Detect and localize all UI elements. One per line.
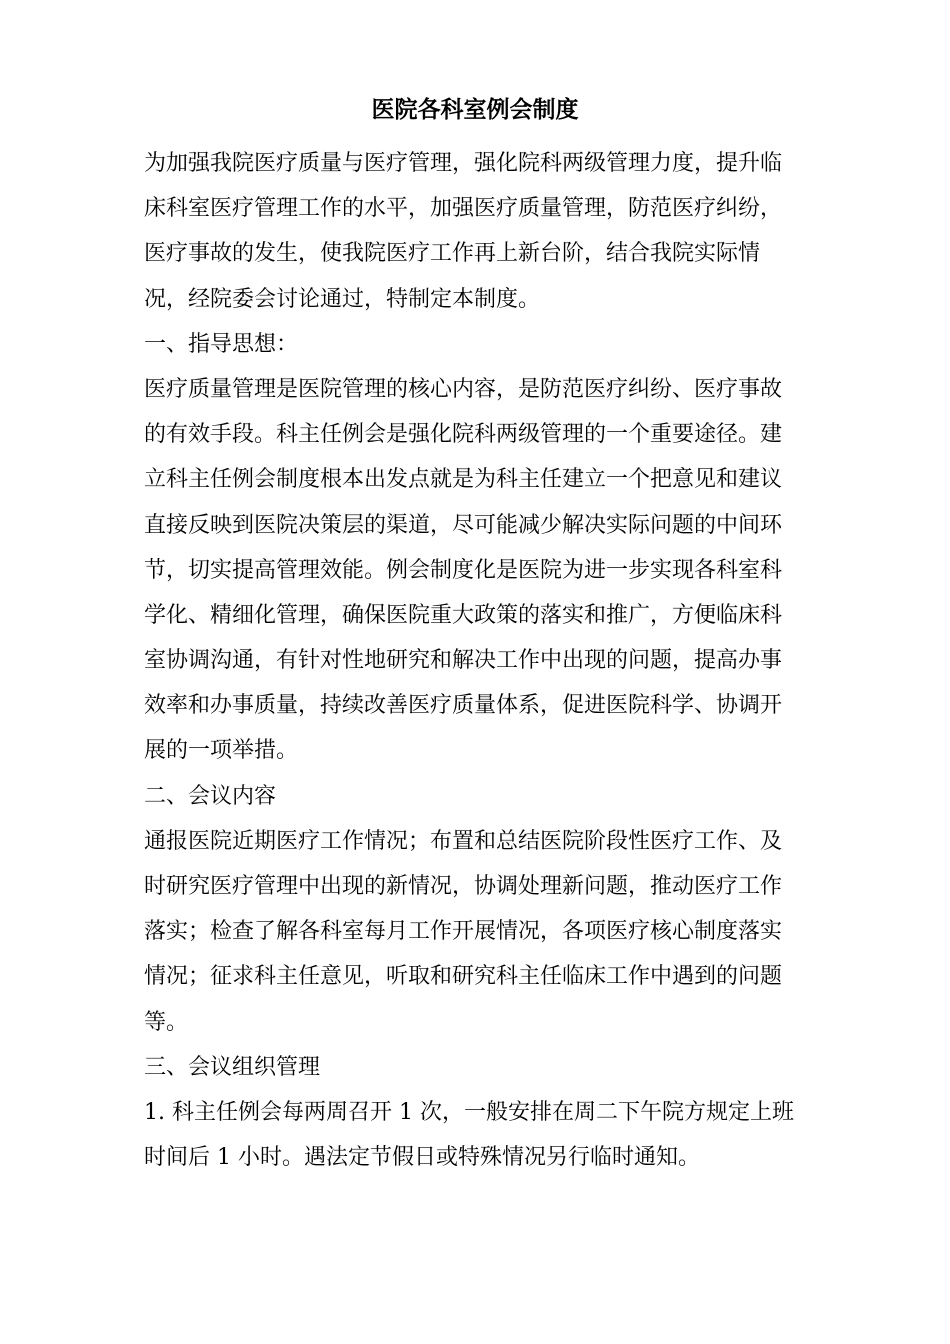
body-line: 的有效手段。科主任例会是强化院科两级管理的一个重要途径。建 — [144, 422, 783, 448]
document-title: 医院各科室例会制度 — [371, 97, 579, 123]
body-line: 床科室医疗管理工作的水平，加强医疗质量管理，防范医疗纠纷， — [144, 196, 783, 222]
body-line: 效率和办事质量，持续改善医疗质量体系，促进医院科学、协调开 — [144, 693, 783, 719]
body-line: 医疗质量管理是医院管理的核心内容，是防范医疗纠纷、医疗事故 — [144, 376, 783, 402]
section-heading-meeting-content: 二、会议内容 — [144, 783, 277, 809]
section-heading-guiding-thought: 一、指导思想： — [144, 331, 299, 357]
body-line: 时研究医疗管理中出现的新情况，协调处理新问题，推动医疗工作 — [144, 874, 783, 899]
body-line: 医疗事故的发生，使我院医疗工作再上新台阶，结合我院实际情 — [144, 241, 761, 267]
body-line: 况，经院委会讨论通过，特制定本制度。 — [144, 286, 541, 312]
body-line: 立科主任例会制度根本出发点就是为科主任建立一个把意见和建议 — [144, 467, 783, 493]
body-line: 1. 科主任例会每两周召开 1 次，一般安排在周二下午院方规定上班 — [144, 1099, 794, 1125]
body-line: 节，切实提高管理效能。例会制度化是医院为进一步实现各科室科 — [144, 557, 783, 583]
body-line: 等。 — [144, 1009, 189, 1035]
document-body — [144, 141, 804, 1180]
body-line: 学化、精细化管理，确保医院重大政策的落实和推广，方便临床科 — [144, 602, 783, 628]
body-line: 时间后 1 小时。遇法定节假日或特殊情况另行临时通知。 — [144, 1145, 700, 1171]
body-line: 室协调沟通，有针对性地研究和解决工作中出现的问题，提高办事 — [144, 648, 783, 674]
body-line: 通报医院近期医疗工作情况；布置和总结医院阶段性医疗工作、及 — [144, 828, 783, 854]
section-heading-meeting-organization: 三、会议组织管理 — [144, 1054, 321, 1080]
body-line: 为加强我院医疗质量与医疗管理，强化院科两级管理力度，提升临 — [144, 151, 783, 176]
body-line: 情况；征求科主任意见，听取和研究科主任临床工作中遇到的问题 — [144, 964, 783, 990]
body-line: 直接反映到医院决策层的渠道，尽可能减少解决实际问题的中间环 — [144, 512, 783, 538]
body-line: 落实；检查了解各科室每月工作开展情况，各项医疗核心制度落实 — [144, 919, 783, 945]
body-line: 展的一项举措。 — [144, 738, 299, 764]
